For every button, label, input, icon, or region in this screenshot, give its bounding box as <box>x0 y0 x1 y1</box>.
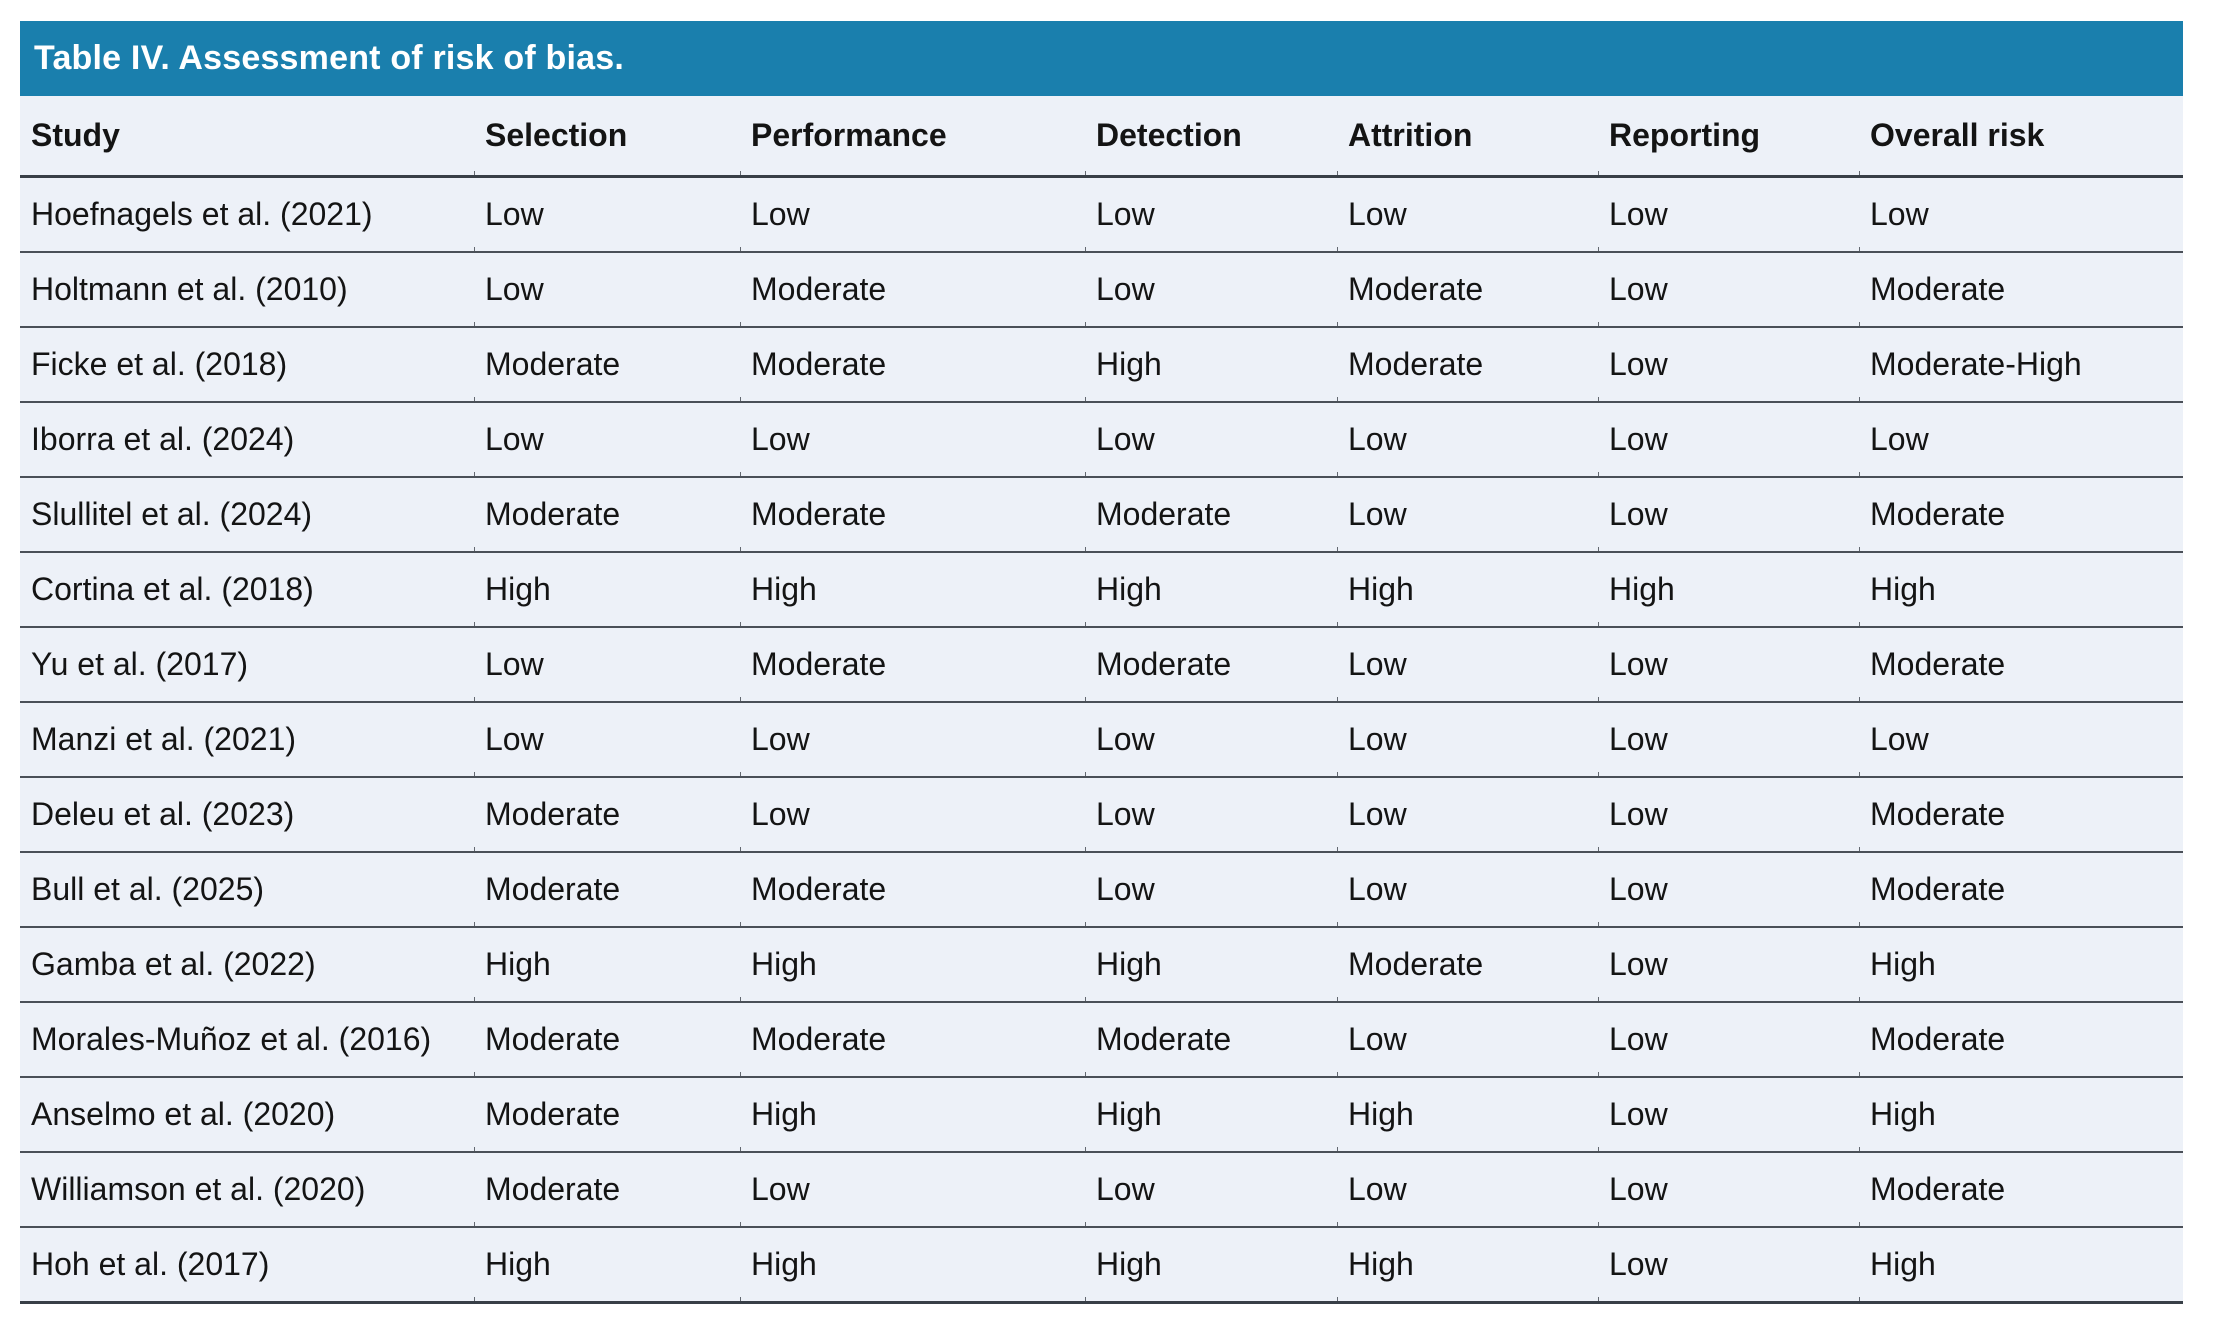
performance-cell: High <box>740 1077 1085 1152</box>
detection-cell: Low <box>1085 252 1337 327</box>
detection-cell: Moderate <box>1085 477 1337 552</box>
performance-cell: Low <box>740 777 1085 852</box>
study-cell: Ficke et al. (2018) <box>20 327 474 402</box>
overall-risk-cell: Moderate <box>1859 777 2183 852</box>
header-row <box>20 96 2183 177</box>
attrition-cell: Low <box>1337 627 1598 702</box>
table-row <box>20 1077 2183 1152</box>
detection-cell: High <box>1085 552 1337 627</box>
reporting-cell: Low <box>1598 852 1859 927</box>
attrition-cell: Low <box>1337 177 1598 253</box>
overall-risk-cell: Moderate <box>1859 627 2183 702</box>
selection-cell: Moderate <box>474 777 740 852</box>
column-header-detection: Detection <box>1085 96 1337 177</box>
table-row <box>20 552 2183 627</box>
selection-cell: Low <box>474 177 740 253</box>
study-cell: Deleu et al. (2023) <box>20 777 474 852</box>
overall-risk-cell: Moderate <box>1859 252 2183 327</box>
performance-cell: Low <box>740 402 1085 477</box>
study-cell: Yu et al. (2017) <box>20 627 474 702</box>
overall-risk-cell: Moderate <box>1859 1152 2183 1227</box>
table-row <box>20 327 2183 402</box>
selection-cell: Low <box>474 402 740 477</box>
overall-risk-cell: High <box>1859 1077 2183 1152</box>
reporting-cell: Low <box>1598 702 1859 777</box>
overall-risk-cell: Low <box>1859 702 2183 777</box>
detection-cell: High <box>1085 327 1337 402</box>
overall-risk-cell: Moderate <box>1859 852 2183 927</box>
performance-cell: Low <box>740 702 1085 777</box>
study-cell: Hoh et al. (2017) <box>20 1227 474 1303</box>
detection-cell: Low <box>1085 177 1337 253</box>
detection-cell: Low <box>1085 702 1337 777</box>
performance-cell: Moderate <box>740 1002 1085 1077</box>
performance-cell: Moderate <box>740 327 1085 402</box>
table-row <box>20 477 2183 552</box>
table-header <box>20 96 2183 177</box>
study-cell: Bull et al. (2025) <box>20 852 474 927</box>
attrition-cell: High <box>1337 1077 1598 1152</box>
detection-cell: Low <box>1085 852 1337 927</box>
detection-cell: Low <box>1085 777 1337 852</box>
study-cell: Cortina et al. (2018) <box>20 552 474 627</box>
study-cell: Slullitel et al. (2024) <box>20 477 474 552</box>
attrition-cell: Low <box>1337 702 1598 777</box>
selection-cell: Moderate <box>474 852 740 927</box>
overall-risk-cell: High <box>1859 1227 2183 1303</box>
study-cell: Morales-Muñoz et al. (2016) <box>20 1002 474 1077</box>
reporting-cell: Low <box>1598 627 1859 702</box>
performance-cell: Moderate <box>740 252 1085 327</box>
attrition-cell: Low <box>1337 477 1598 552</box>
performance-cell: High <box>740 927 1085 1002</box>
column-header-performance: Performance <box>740 96 1085 177</box>
attrition-cell: Moderate <box>1337 252 1598 327</box>
column-header-reporting: Reporting <box>1598 96 1859 177</box>
attrition-cell: Moderate <box>1337 927 1598 1002</box>
column-header-selection: Selection <box>474 96 740 177</box>
table-row <box>20 1002 2183 1077</box>
selection-cell: High <box>474 1227 740 1303</box>
attrition-cell: Low <box>1337 852 1598 927</box>
selection-cell: High <box>474 927 740 1002</box>
overall-risk-cell: Moderate <box>1859 1002 2183 1077</box>
performance-cell: Moderate <box>740 852 1085 927</box>
table-row <box>20 1152 2183 1227</box>
performance-cell: Moderate <box>740 477 1085 552</box>
table-row <box>20 702 2183 777</box>
detection-cell: High <box>1085 1077 1337 1152</box>
attrition-cell: Low <box>1337 402 1598 477</box>
selection-cell: Low <box>474 627 740 702</box>
selection-cell: Moderate <box>474 1152 740 1227</box>
detection-cell: Low <box>1085 1152 1337 1227</box>
detection-cell: Low <box>1085 402 1337 477</box>
table-title-bar <box>20 21 2183 96</box>
reporting-cell: Low <box>1598 1002 1859 1077</box>
column-header-attrition: Attrition <box>1337 96 1598 177</box>
detection-cell: Moderate <box>1085 627 1337 702</box>
performance-cell: Low <box>740 1152 1085 1227</box>
column-header-study: Study <box>20 96 474 177</box>
overall-risk-cell: Moderate-High <box>1859 327 2183 402</box>
study-cell: Hoefnagels et al. (2021) <box>20 177 474 253</box>
selection-cell: Low <box>474 702 740 777</box>
overall-risk-cell: Moderate <box>1859 477 2183 552</box>
attrition-cell: Moderate <box>1337 327 1598 402</box>
risk-of-bias-table-container <box>20 21 2183 1304</box>
attrition-cell: High <box>1337 1227 1598 1303</box>
selection-cell: High <box>474 552 740 627</box>
study-cell: Gamba et al. (2022) <box>20 927 474 1002</box>
detection-cell: High <box>1085 1227 1337 1303</box>
study-cell: Anselmo et al. (2020) <box>20 1077 474 1152</box>
study-cell: Iborra et al. (2024) <box>20 402 474 477</box>
selection-cell: Moderate <box>474 1002 740 1077</box>
column-header-overall-risk: Overall risk <box>1859 96 2183 177</box>
selection-cell: Low <box>474 252 740 327</box>
overall-risk-cell: High <box>1859 927 2183 1002</box>
attrition-cell: Low <box>1337 777 1598 852</box>
selection-cell: Moderate <box>474 327 740 402</box>
selection-cell: Moderate <box>474 1077 740 1152</box>
table-title: Table IV. Assessment of risk of bias. <box>34 39 625 77</box>
reporting-cell: Low <box>1598 402 1859 477</box>
risk-of-bias-table <box>20 96 2183 1304</box>
attrition-cell: Low <box>1337 1152 1598 1227</box>
performance-cell: Low <box>740 177 1085 253</box>
study-cell: Manzi et al. (2021) <box>20 702 474 777</box>
attrition-cell: High <box>1337 552 1598 627</box>
table-row <box>20 927 2183 1002</box>
table-row <box>20 1227 2183 1303</box>
detection-cell: High <box>1085 927 1337 1002</box>
overall-risk-cell: High <box>1859 552 2183 627</box>
reporting-cell: Low <box>1598 927 1859 1002</box>
overall-risk-cell: Low <box>1859 177 2183 253</box>
study-cell: Holtmann et al. (2010) <box>20 252 474 327</box>
detection-cell: Moderate <box>1085 1002 1337 1077</box>
performance-cell: High <box>740 552 1085 627</box>
overall-risk-cell: Low <box>1859 402 2183 477</box>
reporting-cell: High <box>1598 552 1859 627</box>
attrition-cell: Low <box>1337 1002 1598 1077</box>
table-row <box>20 252 2183 327</box>
reporting-cell: Low <box>1598 1077 1859 1152</box>
reporting-cell: Low <box>1598 477 1859 552</box>
table-row <box>20 402 2183 477</box>
reporting-cell: Low <box>1598 252 1859 327</box>
reporting-cell: Low <box>1598 1152 1859 1227</box>
table-row <box>20 177 2183 253</box>
selection-cell: Moderate <box>474 477 740 552</box>
performance-cell: High <box>740 1227 1085 1303</box>
table-body <box>20 177 2183 1303</box>
reporting-cell: Low <box>1598 1227 1859 1303</box>
table-row <box>20 777 2183 852</box>
reporting-cell: Low <box>1598 177 1859 253</box>
reporting-cell: Low <box>1598 327 1859 402</box>
performance-cell: Moderate <box>740 627 1085 702</box>
reporting-cell: Low <box>1598 777 1859 852</box>
table-row <box>20 627 2183 702</box>
study-cell: Williamson et al. (2020) <box>20 1152 474 1227</box>
table-row <box>20 852 2183 927</box>
